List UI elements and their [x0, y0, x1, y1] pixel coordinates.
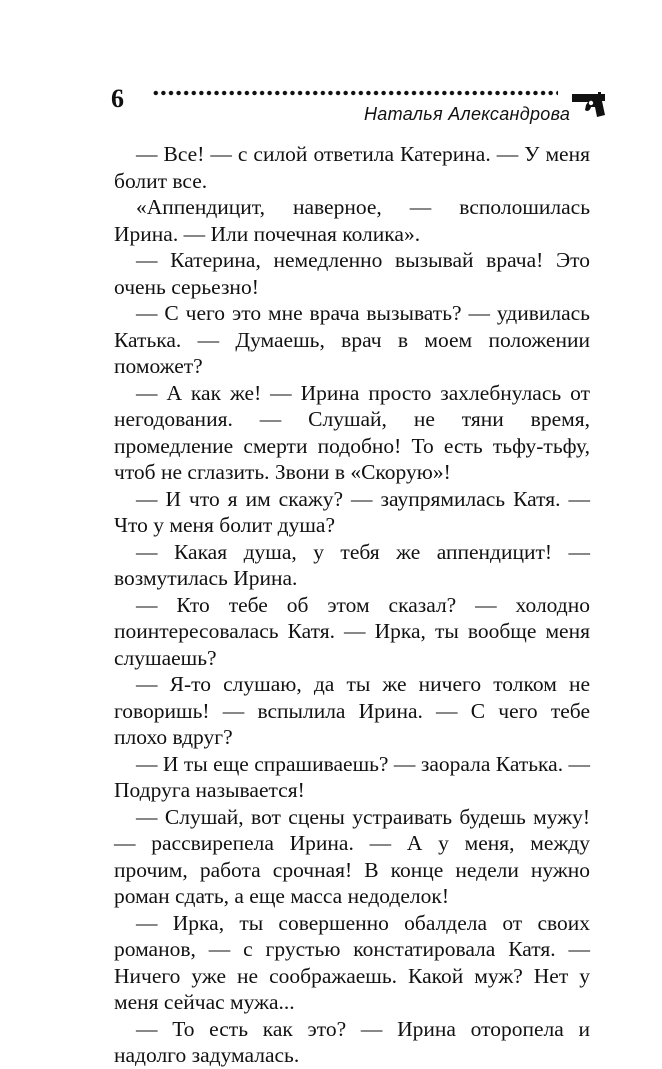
text-body [114, 141, 590, 1069]
paragraph: — То есть как это? — Ирина оторопела и надолго задумалась. [114, 1016, 590, 1067]
paragraph: — Ирка, ты совершенно обалдела от своих романов, — с грустью констатировала Катя. — Ничего уже не соображаешь. Какой муж? Нет у меня сейчас мужа... [114, 910, 590, 1014]
running-title: Наталья Александрова [364, 104, 571, 124]
paragraph: «Аппендицит, наверное, — всполошилась Ирина. — Или почечная колика». [114, 195, 590, 246]
dot-leader [152, 90, 558, 96]
revolver-icon [572, 90, 612, 118]
page-number: 6 [111, 84, 124, 113]
paragraph: — Катерина, немедленно вызывай врача! Это очень серьезно! [114, 248, 590, 299]
paragraph: — Все! — с силой ответила Катерина. — У меня болит все. [114, 142, 590, 193]
paragraph: — С чего это мне врача вызывать? — удивилась Катька. — Думаешь, врач в моем положении поможет? [114, 301, 590, 378]
paragraph: — Какая душа, у тебя же аппендицит! — возмутилась Ирина. [114, 539, 590, 590]
paragraph: — И что я им скажу? — заупрямилась Катя. — Что у меня болит душа? [114, 486, 590, 537]
paragraph: — И ты еще спрашиваешь? — заорала Катька. — Подруга называется! [114, 751, 590, 802]
paragraph: — Кто тебе об этом сказал? — холодно поинтересовалась Катя. — Ирка, ты вообще меня слушаешь? [114, 592, 590, 670]
paragraph: — Слушай, вот сцены устраивать будешь мужу! — рассвирепела Ирина. — А у меня, между прочим, работа срочная! В конце недели нужно роман сдать, а еще масса недоделок! [114, 804, 590, 908]
paragraph: — А как же! — Ирина просто захлебнулась от негодования. — Слушай, не тяни время, промедление смерти подобно! То есть тьфу-тьфу, чтоб не сглазить. Звони в «Скорую»! [114, 380, 590, 484]
paragraph: — Я-то слушаю, да ты же ничего толком не говоришь! — вспылила Ирина. — С чего тебе плохо вдруг? [114, 672, 590, 749]
